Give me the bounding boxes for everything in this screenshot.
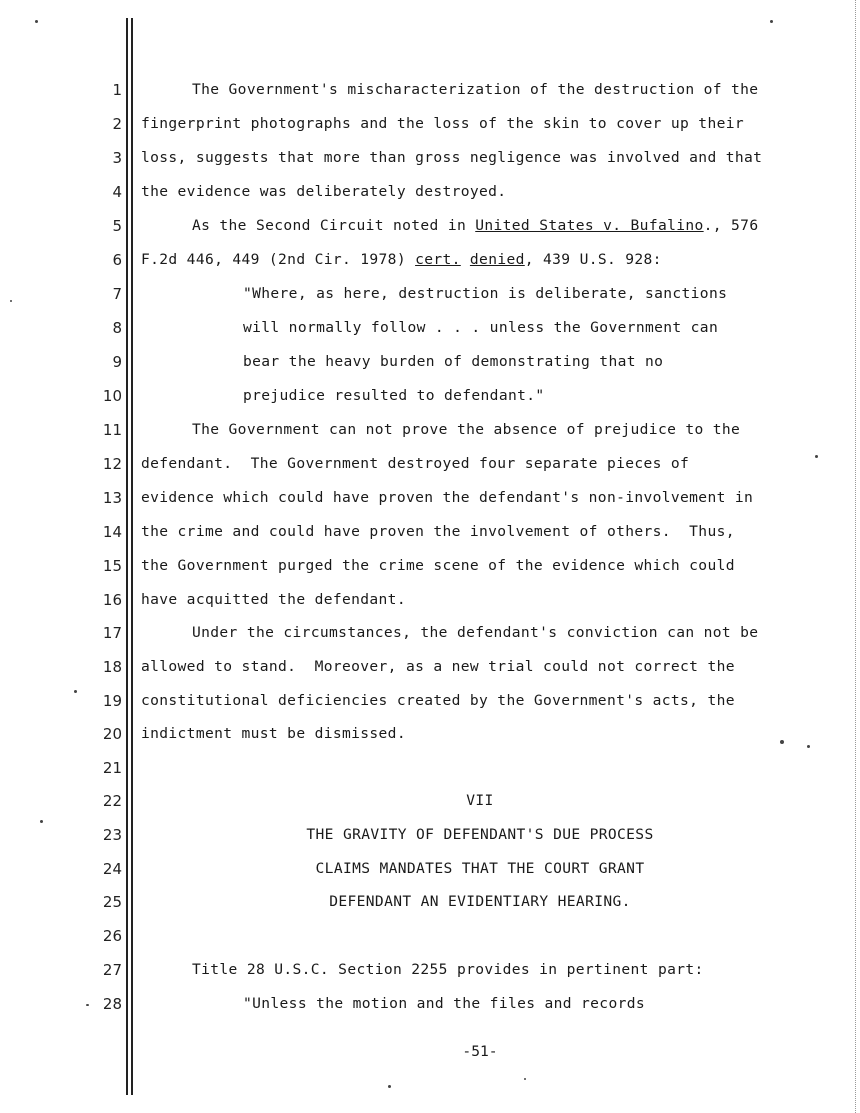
text-line: The Government can not prove the absence of prejudice to the <box>192 421 741 438</box>
line-number: 21 <box>102 759 122 777</box>
line-number: 3 <box>112 149 122 167</box>
case-citation: United States v. Bufalino <box>475 217 704 234</box>
line-number: 1 <box>112 81 122 99</box>
line-number: 28 <box>102 995 122 1013</box>
section-heading: THE GRAVITY OF DEFENDANT'S DUE PROCESS <box>306 826 654 843</box>
section-number: VII <box>466 792 494 809</box>
quote-line: prejudice resulted to defendant." <box>243 387 545 404</box>
speck <box>40 820 43 823</box>
text-line: Title 28 U.S.C. Section 2255 provides in pertinent part: <box>192 961 704 978</box>
speck <box>770 20 773 23</box>
line-number: 9 <box>112 353 122 371</box>
line-number: 14 <box>102 523 122 541</box>
line-number: 27 <box>102 961 122 979</box>
quote-line: will normally follow . . . unless the Government can <box>243 319 719 336</box>
quote-line: "Unless the motion and the files and records <box>243 995 645 1012</box>
line-number: 24 <box>102 860 122 878</box>
text-line: Under the circumstances, the defendant's conviction can not be <box>192 624 759 641</box>
line-number: 10 <box>102 387 122 405</box>
line-number: 2 <box>112 115 122 133</box>
speck <box>10 300 12 302</box>
line-number: 6 <box>112 251 122 269</box>
speck <box>388 1085 391 1088</box>
text-span: F.2d 446, 449 (2nd Cir. 1978) <box>141 251 416 268</box>
text-line: evidence which could have proven the defendant's non-involvement in <box>141 489 754 506</box>
section-heading: CLAIMS MANDATES THAT THE COURT GRANT <box>315 860 645 877</box>
speck <box>815 455 818 458</box>
line-number: 15 <box>102 557 122 575</box>
text-span: As the Second Circuit noted in <box>192 217 476 234</box>
section-heading: DEFENDANT AN EVIDENTIARY HEARING. <box>329 893 631 910</box>
text-line <box>192 216 758 236</box>
text-span: ., 576 <box>703 217 759 234</box>
line-number: 16 <box>102 591 122 609</box>
speck <box>86 1004 89 1006</box>
text-line: the Government purged the crime scene of the evidence which could <box>141 557 735 574</box>
cert-term: cert. <box>415 251 461 268</box>
quote-line: "Where, as here, destruction is deliberate, sanctions <box>243 285 728 302</box>
speck <box>35 20 38 23</box>
line-number: 4 <box>112 183 122 201</box>
margin-rule-right <box>131 18 133 1095</box>
text-line: the crime and could have proven the involvement of others. Thus, <box>141 523 735 540</box>
line-number: 11 <box>102 421 122 439</box>
text-line: have acquitted the defendant. <box>141 591 406 608</box>
page-edge <box>855 0 860 1113</box>
line-number: 17 <box>102 624 122 642</box>
text-line <box>141 250 662 270</box>
line-number: 13 <box>102 489 122 507</box>
speck <box>74 690 77 693</box>
line-number: 5 <box>112 217 122 235</box>
line-number: 26 <box>102 927 122 945</box>
text-line: indictment must be dismissed. <box>141 725 406 742</box>
speck <box>524 1078 526 1080</box>
text-line: constitutional deficiencies created by the Government's acts, the <box>141 692 735 709</box>
line-number: 25 <box>102 893 122 911</box>
speck <box>807 745 810 748</box>
margin-rule-left <box>126 18 128 1095</box>
text-span: , 439 U.S. 928: <box>524 251 662 268</box>
quote-line: bear the heavy burden of demonstrating that no <box>243 353 664 370</box>
text-line: fingerprint photographs and the loss of the skin to cover up their <box>141 115 744 132</box>
line-number: 20 <box>102 725 122 743</box>
line-number: 22 <box>102 792 122 810</box>
line-number: 12 <box>102 455 122 473</box>
page-number: -51- <box>462 1043 498 1060</box>
speck <box>780 740 784 744</box>
line-number: 18 <box>102 658 122 676</box>
text-span <box>461 251 470 268</box>
line-number: 19 <box>102 692 122 710</box>
text-line: loss, suggests that more than gross negligence was involved and that <box>141 149 763 166</box>
text-line: The Government's mischaracterization of the destruction of the <box>192 81 759 98</box>
line-number: 23 <box>102 826 122 844</box>
text-line: allowed to stand. Moreover, as a new trial could not correct the <box>141 658 735 675</box>
text-line: the evidence was deliberately destroyed. <box>141 183 507 200</box>
line-number: 8 <box>112 319 122 337</box>
text-line: defendant. The Government destroyed four separate pieces of <box>141 455 690 472</box>
denied-term: denied <box>469 251 525 268</box>
line-number: 7 <box>112 285 122 303</box>
